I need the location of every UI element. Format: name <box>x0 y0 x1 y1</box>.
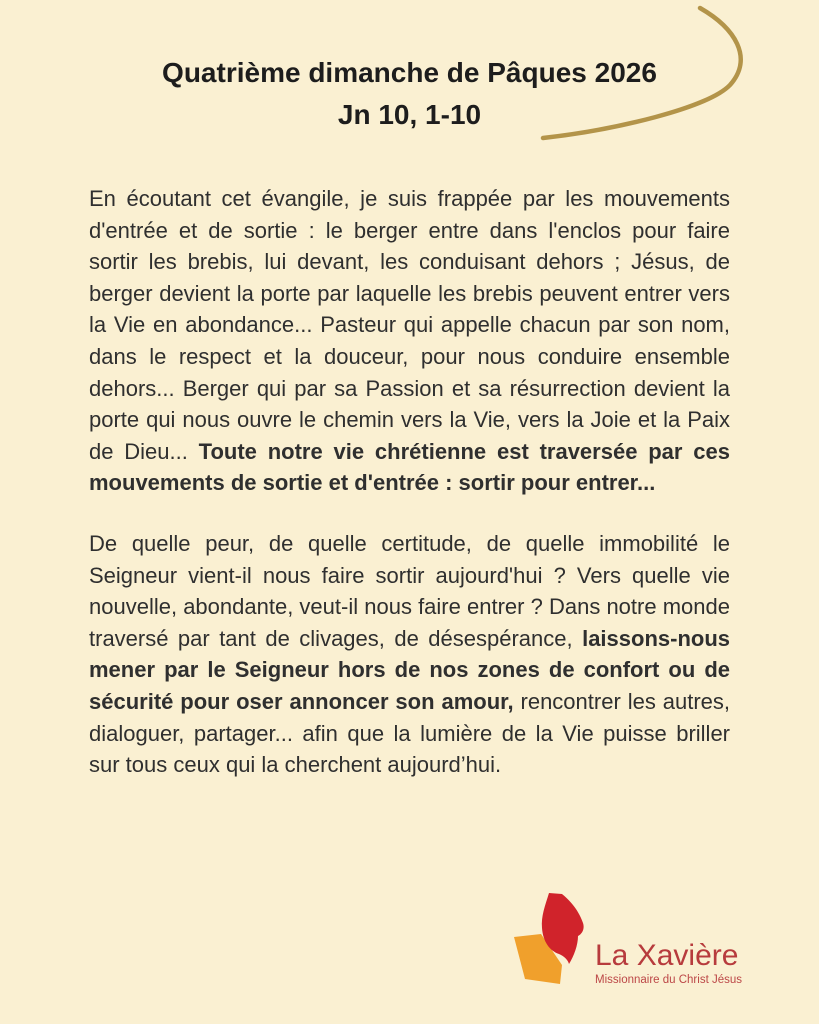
body-paragraphs <box>89 183 730 810</box>
paragraph-text-bold: Toute notre vie chrétienne est traversée par ces mouvements de sortie et d'entrée : sortir pour entrer... <box>89 438 730 496</box>
page-title-line1: Quatrième dimanche de Pâques 2026 <box>162 57 657 88</box>
logo-tagline: Missionnaire du Christ Jésus <box>595 974 743 986</box>
header <box>0 52 819 136</box>
la-xaviere-logo-icon <box>511 890 589 997</box>
la-xaviere-logo <box>511 890 742 997</box>
paragraph-text: En écoutant cet évangile, je suis frappée par les mouvements d'entrée et de sortie : le berger entre dans l'enclos pour faire sortir les brebis, lui devant, les conduisant dehors ; Jésus, de berger devient la porte par laquelle les brebis peuvent entrer vers la Vie en abondance... Pasteur qui appelle chacun par son nom, dans le respect et la douceur, pour nous conduire ensemble dehors... Berger qui par sa Passion et sa résurrection devient la porte qui nous ouvre le chemin vers la Vie, vers la Joie et la Paix de Dieu... <box>89 186 730 464</box>
page-title-line2: Jn 10, 1-10 <box>337 99 482 130</box>
paragraph-text: De quelle peur, de quelle certitude, de quelle immobilité le Seigneur vient-il nous faire sortir aujourd'hui ? Vers quelle vie nouvelle, abondante, veut-il nous faire entrer ? Dans notre monde traversé par tant de clivages, de désespérance, <box>89 530 730 651</box>
paragraph <box>89 183 730 499</box>
paragraph-text-bold: laissons-nous mener par le Seigneur hors de nos zones de confort ou de sécurité pour oser annoncer son amour, <box>89 625 730 714</box>
paragraph <box>89 528 730 781</box>
logo-name: La Xavière <box>595 939 739 972</box>
paragraph-text: rencontrer les autres, dialoguer, partager... afin que la lumière de la Vie puisse briller sur tous ceux qui la cherchent aujourd’hui. <box>89 688 730 778</box>
logo-text <box>595 941 742 987</box>
